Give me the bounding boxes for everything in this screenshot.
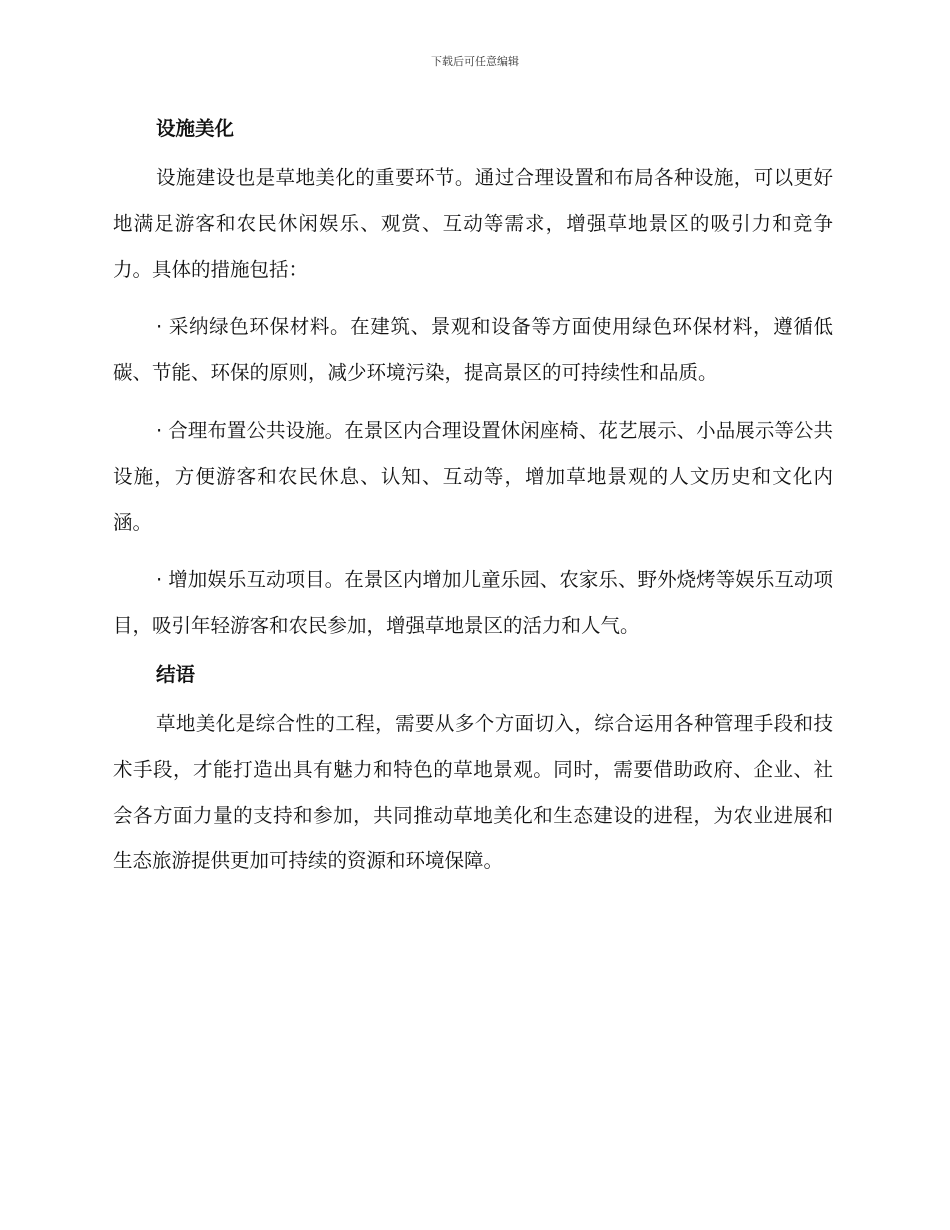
conclusion-paragraph: 草地美化是综合性的工程，需要从多个方面切入，综合运用各种管理手段和技术手段，才能打造出具有魅力和特色的草地景观。同时，需要借助政府、企业、社会各方面力量的支持和参加，共同推动草地美化和生态建设的进程，为农业进展和生态旅游提供更加可持续的资源和环境保障。: [113, 711, 833, 873]
bullet-item: [113, 408, 833, 545]
bullet-item-text: 采纳绿色环保材料。在建筑、景观和设备等方面使用绿色环保材料，遵循低碳、节能、环保的原则，减少环境污染，提高景区的可持续性和品质。: [113, 315, 833, 385]
bullet-item-text: 增加娱乐互动项目。在景区内增加儿童乐园、农家乐、野外烧烤等娱乐互动项目，吸引年轻游客和农民参加，增强草地景区的活力和人气。: [113, 568, 833, 638]
document-body: [113, 115, 833, 896]
header-note: 下载后可任意编辑: [431, 55, 519, 68]
bullet-item: [113, 557, 833, 649]
bullet-marker: ·: [156, 315, 163, 339]
section-intro-paragraph: 设施建设也是草地美化的重要环节。通过合理设置和布局各种设施，可以更好地满足游客和农民休闲娱乐、观赏、互动等需求，增强草地景区的吸引力和竞争力。具体的措施包括：: [113, 166, 833, 281]
section-heading-conclusion: 结语: [156, 662, 196, 686]
bullet-item-text: 合理布置公共设施。在景区内合理设置休闲座椅、花艺展示、小品展示等公共设施，方便游客和农民休息、认知、互动等，增加草地景观的人文历史和文化内涵。: [113, 418, 833, 534]
bullet-marker: ·: [156, 418, 163, 442]
section-heading-facilities: 设施美化: [156, 117, 235, 140]
bullet-item: [113, 304, 833, 396]
bullet-marker: ·: [156, 568, 163, 592]
